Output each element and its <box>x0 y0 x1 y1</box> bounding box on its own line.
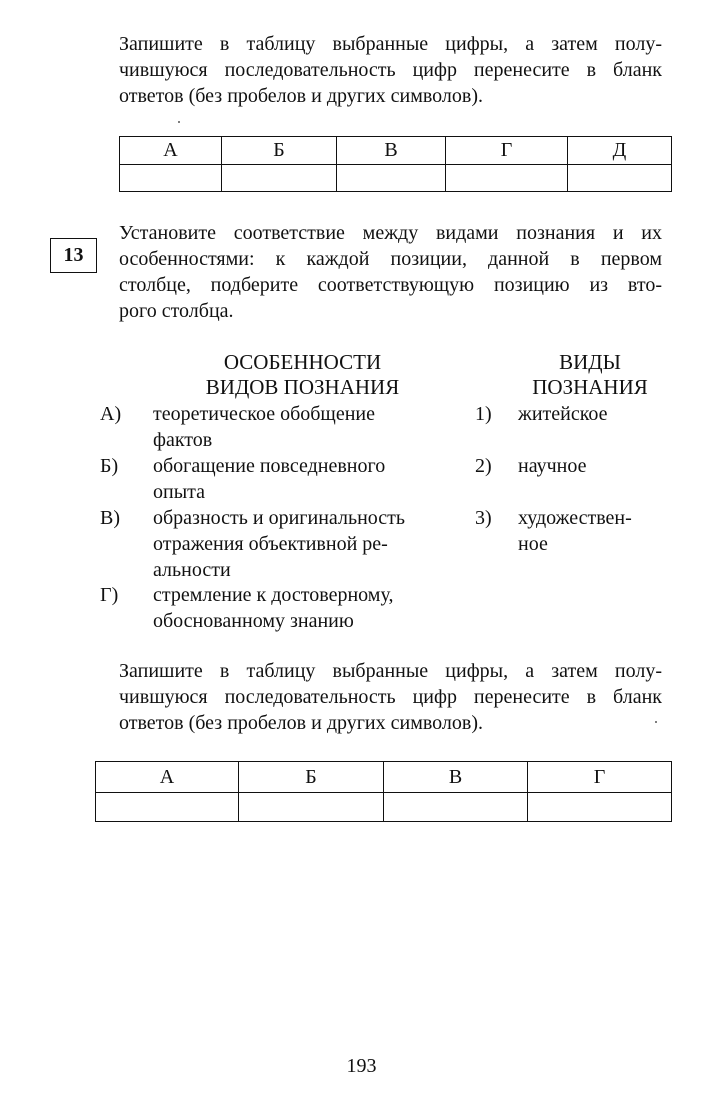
item-number: 2) <box>475 455 492 477</box>
heading-line: ВИДЫ <box>559 350 621 374</box>
print-speck <box>655 721 657 723</box>
table-header-cell: Г <box>528 762 672 793</box>
item-number: 1) <box>475 403 492 425</box>
instruction-line: чившуюся последовательность цифр перенесите в бланк <box>119 59 662 81</box>
item-line: опыта <box>153 481 206 503</box>
left-column-heading <box>160 350 445 400</box>
item-line: обоснованному знанию <box>153 610 354 632</box>
answer-cell[interactable] <box>384 793 528 822</box>
instruction-line: Запишите в таблицу выбранные цифры, а затем полу- <box>119 660 662 682</box>
list-item <box>153 582 393 634</box>
table-header-cell: А <box>96 762 239 793</box>
answer-cell[interactable] <box>120 165 222 192</box>
list-item <box>153 453 385 505</box>
heading-line: ПОЗНАНИЯ <box>532 375 648 399</box>
task-text-line: особенностями: к каждой позиции, данной в первом <box>119 248 662 270</box>
item-line: обогащение повседневного <box>153 455 386 477</box>
heading-line: ОСОБЕННОСТИ <box>223 350 382 374</box>
list-item <box>518 401 608 427</box>
item-line: житейское <box>518 403 608 425</box>
instruction-line: ответов (без пробелов и других символов). <box>119 85 483 107</box>
answer-cell[interactable] <box>222 165 337 192</box>
answer-cell[interactable] <box>337 165 446 192</box>
item-line: образность и оригинальность <box>153 507 406 529</box>
item-line: научное <box>518 455 587 477</box>
item-letter: В) <box>100 507 120 529</box>
instruction-line: ответов (без пробелов и других символов). <box>119 712 483 734</box>
task-text-line: рого столбца. <box>119 300 234 322</box>
answer-cell[interactable] <box>528 793 672 822</box>
task-text-line: столбце, подберите соответствующую позицию из вто- <box>119 274 662 296</box>
item-line: фактов <box>153 429 213 451</box>
right-column-heading <box>520 350 660 400</box>
list-item <box>518 453 586 479</box>
answer-table-top <box>119 136 672 192</box>
item-letter: Г) <box>100 584 119 606</box>
answer-table-bottom <box>95 761 672 822</box>
item-line: отражения объективной ре- <box>153 533 388 555</box>
list-item <box>518 505 632 557</box>
table-header-cell: Д <box>568 137 672 165</box>
page-number: 193 <box>346 1055 377 1077</box>
item-line: художествен- <box>518 507 632 529</box>
answer-cell[interactable] <box>96 793 239 822</box>
list-item <box>153 401 375 453</box>
task-text-line: Установите соответствие между видами познания и их <box>119 222 662 244</box>
item-line: стремление к достоверному, <box>153 584 394 606</box>
list-item <box>153 505 405 583</box>
table-header-cell: В <box>384 762 528 793</box>
print-speck <box>178 121 180 123</box>
item-line: ное <box>518 533 548 555</box>
item-letter: Б) <box>100 455 119 477</box>
heading-line: ВИДОВ ПОЗНАНИЯ <box>205 375 400 399</box>
table-header-cell: Б <box>222 137 337 165</box>
answer-cell[interactable] <box>446 165 568 192</box>
table-header-cell: В <box>337 137 446 165</box>
instruction-top <box>119 31 662 109</box>
table-header-cell: Г <box>446 137 568 165</box>
answer-cell[interactable] <box>568 165 672 192</box>
task-text <box>119 220 662 324</box>
table-header-cell: А <box>120 137 222 165</box>
answer-cell[interactable] <box>239 793 384 822</box>
item-line: теоретическое обобщение <box>153 403 375 425</box>
item-line: альности <box>153 559 231 581</box>
table-header-cell: Б <box>239 762 384 793</box>
item-letter: А) <box>100 403 122 425</box>
task-number-box: 13 <box>50 238 97 273</box>
instruction-line: Запишите в таблицу выбранные цифры, а затем полу- <box>119 33 662 55</box>
item-number: 3) <box>475 507 492 529</box>
instruction-bottom <box>119 658 662 736</box>
instruction-line: чившуюся последовательность цифр перенесите в бланк <box>119 686 662 708</box>
